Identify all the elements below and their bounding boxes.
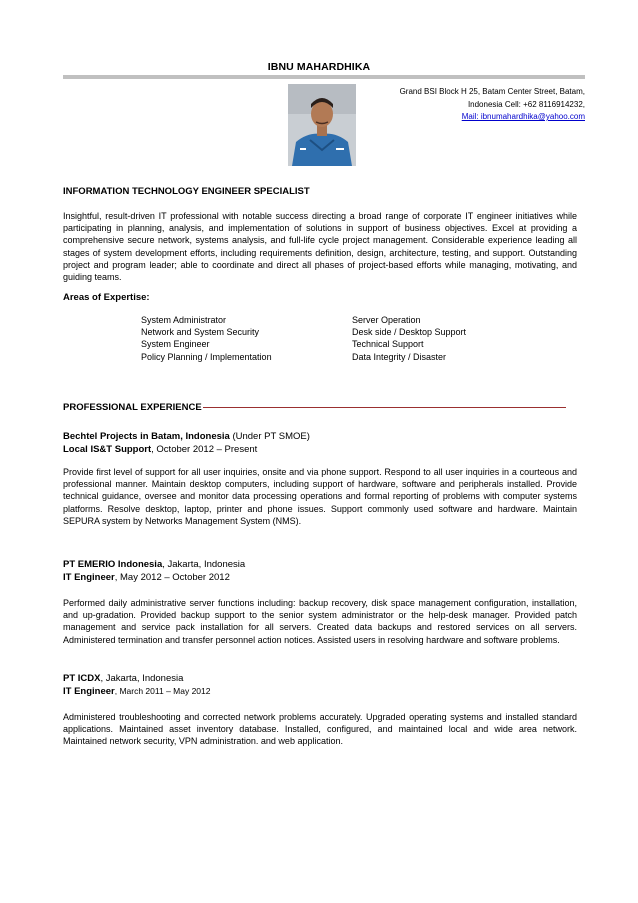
job-1-description: Provide first level of support for all user inquiries, onsite and via phone support. Respond to all user inquiries in a courteous and professional manner. Maintain desktop computers, including support of hardware, software and peripherals installed. Provide technical guidance, oversee and monitor data processing operations and formal reporting of problems with computer systems platforms. Resolve desktop, laptop, printer and phone issues. Support commonly used software and hardware. Maintain SEPURA system by Networks Management System (NMS). — [63, 467, 577, 526]
job-company: PT ICDX — [63, 673, 101, 684]
list-item: Network and System Security — [141, 327, 260, 338]
job-role: Local IS&T Support — [63, 444, 152, 455]
job-role: IT Engineer — [63, 572, 115, 583]
expertise-heading: Areas of Expertise: — [63, 292, 150, 303]
profile-title: INFORMATION TECHNOLOGY ENGINEER SPECIALIST — [63, 186, 310, 197]
job-1-header — [63, 430, 310, 456]
header-rule — [63, 75, 585, 79]
job-role: IT Engineer — [63, 686, 115, 697]
list-item: Policy Planning / Implementation — [141, 351, 272, 362]
job-3-header — [63, 672, 211, 698]
profile-photo — [288, 84, 356, 166]
address-line-2: Indonesia Cell: +62 8116914232, — [467, 99, 585, 109]
contact-block — [400, 86, 585, 124]
job-company-note: , Jakarta, Indonesia — [162, 559, 246, 570]
list-item: Technical Support — [352, 339, 424, 350]
experience-heading: PROFESSIONAL EXPERIENCE — [63, 402, 202, 413]
job-company: PT EMERIO Indonesia — [63, 559, 163, 570]
job-company-note: (Under PT SMOE) — [229, 431, 310, 442]
candidate-name: IBNU MAHARDHIKA — [267, 61, 371, 73]
list-item: Server Operation — [352, 315, 421, 325]
expertise-list-left — [141, 314, 272, 363]
address-line-1: Grand BSI Block H 25, Batam Center Street, Batam, — [399, 87, 585, 96]
profile-photo-image — [288, 84, 356, 166]
email-link[interactable]: Mail: ibnumahardhika@yahoo.com — [461, 112, 585, 121]
expertise-list-right — [352, 314, 466, 363]
job-dates: , May 2012 – October 2012 — [114, 572, 230, 583]
list-item: System Administrator — [141, 315, 227, 325]
job-dates: , March 2011 – May 2012 — [114, 686, 211, 696]
job-2-header — [63, 558, 245, 584]
list-item: Desk side / Desktop Support — [352, 327, 467, 338]
list-item: System Engineer — [141, 339, 210, 350]
job-dates: , October 2012 – Present — [151, 444, 258, 455]
experience-rule — [203, 407, 566, 408]
profile-summary: Insightful, result-driven IT professional with notable success directing a broad range of corporate IT engineer initiatives while participating in planning, analysis, and implementation of solutions in support of business objectives. Excel at providing a comprehensive secure network, systems analysis, and full-life cycle project management. Considerable experience leading all stages of system development efforts, including requirements definition, design, architecture, testing, and support. Outstanding project and program leader; able to coordinate and direct all phases of project-based efforts while managing, motivating, and guiding teams. — [63, 211, 577, 283]
job-company: Bechtel Projects in Batam, Indonesia — [63, 431, 230, 442]
job-2-description: Performed daily administrative server functions including: backup recovery, disk space management configuration, installation, and up-gradation. Provided backup support to the senior system administrator or the help-desk manager. Provided patch management and service pack installation for all servers. Created data backups and restored services on all servers. Administered termination and transfer personnel action notices. Assisted users in resolving hardware and software problems. — [63, 598, 577, 645]
list-item: Data Integrity / Disaster — [352, 351, 447, 362]
job-3-description: Administered troubleshooting and corrected network problems accurately. Upgraded operating systems and installed standard applications. Maintained asset inventory database. Installed, configured, and maintained local and wide area network. Maintained network security, VPN administration. and web application. — [63, 712, 577, 747]
job-company-note: , Jakarta, Indonesia — [100, 673, 184, 684]
